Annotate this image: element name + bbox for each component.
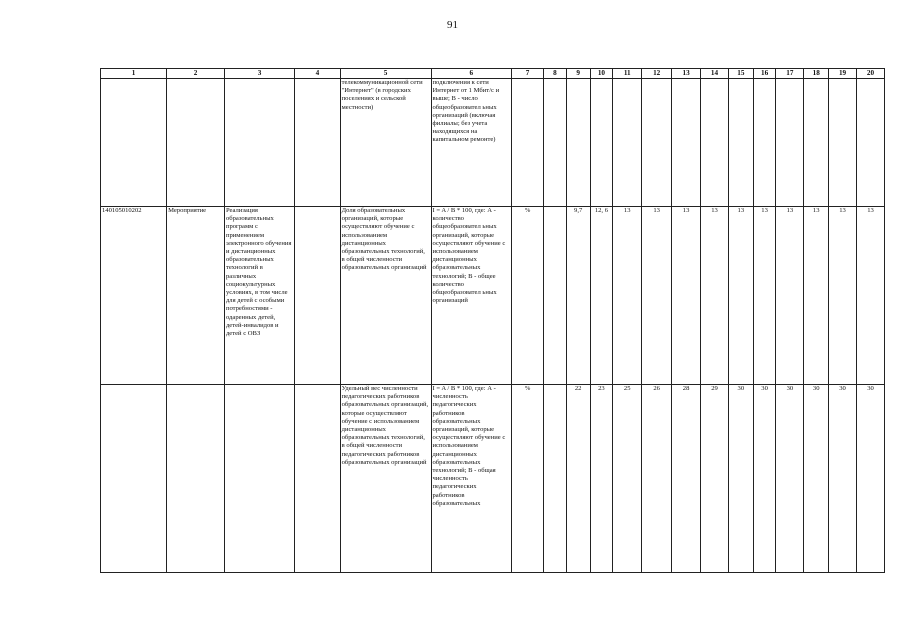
column-header: 11 [613, 69, 642, 79]
cell-unit [512, 79, 544, 207]
cell-formula: подключения к сети Интернет от 1 Мбит/с и выше; В - число общеобразовател ьных организаций (включая филиалы; без учета находящихся на капитальном ремонте) [431, 79, 512, 207]
cell-value [753, 79, 776, 207]
cell-value: 29 [701, 385, 729, 573]
cell-value [804, 79, 829, 207]
cell-value: 13 [753, 207, 776, 385]
cell-value [566, 79, 590, 207]
cell-type: Мероприятие [167, 207, 225, 385]
cell-value: 9,7 [566, 207, 590, 385]
column-header: 15 [728, 69, 753, 79]
column-header: 20 [856, 69, 884, 79]
cell-value [590, 79, 613, 207]
cell-indicator: Удельный вес численности педагогических работников образовательных организаций, которые осуществляют обучение с использованием дистанционных образовательных технологий, в общей численности педагогических работников образовательных организаций [340, 385, 431, 573]
cell-code [101, 79, 167, 207]
cell-value: 26 [642, 385, 672, 573]
column-header: 12 [642, 69, 672, 79]
cell-value: 13 [613, 207, 642, 385]
column-header: 5 [340, 69, 431, 79]
cell-value [701, 79, 729, 207]
cell-value [829, 79, 857, 207]
column-header: 19 [829, 69, 857, 79]
page-number: 91 [447, 19, 458, 31]
cell-value: 30 [829, 385, 857, 573]
cell-value [544, 385, 567, 573]
cell-code: 140105010202 [101, 207, 167, 385]
cell-type [167, 385, 225, 573]
cell-value [544, 207, 567, 385]
cell-formula: I = A / B * 100, где: А - численность педагогических работников образовательных организаций, которые осуществляют обучение с использованием дистанционных образовательных технологий; В - общая численность педагогических работников образовательных [431, 385, 512, 573]
cell-value: 30 [728, 385, 753, 573]
column-header: 1 [101, 69, 167, 79]
cell-value: 22 [566, 385, 590, 573]
cell-value: 30 [856, 385, 884, 573]
column-header: 8 [544, 69, 567, 79]
cell-value: 12, 6 [590, 207, 613, 385]
column-header: 13 [672, 69, 701, 79]
cell-value [544, 79, 567, 207]
cell-col4 [295, 207, 340, 385]
cell-value: 13 [672, 207, 701, 385]
column-header: 14 [701, 69, 729, 79]
cell-name [224, 385, 294, 573]
column-header: 4 [295, 69, 340, 79]
cell-col4 [295, 79, 340, 207]
column-header: 9 [566, 69, 590, 79]
cell-code [101, 385, 167, 573]
cell-value: 13 [728, 207, 753, 385]
table-row [101, 207, 885, 385]
cell-value: 13 [642, 207, 672, 385]
cell-value: 13 [776, 207, 804, 385]
column-header: 16 [753, 69, 776, 79]
cell-value: 25 [613, 385, 642, 573]
cell-unit: % [512, 385, 544, 573]
cell-value [856, 79, 884, 207]
column-header: 18 [804, 69, 829, 79]
cell-value [613, 79, 642, 207]
column-header: 2 [167, 69, 225, 79]
cell-type [167, 79, 225, 207]
cell-value: 13 [856, 207, 884, 385]
cell-value [776, 79, 804, 207]
cell-value: 23 [590, 385, 613, 573]
table-row [101, 385, 885, 573]
cell-value: 30 [804, 385, 829, 573]
cell-col4 [295, 385, 340, 573]
column-header: 6 [431, 69, 512, 79]
cell-value [728, 79, 753, 207]
cell-value: 13 [804, 207, 829, 385]
cell-value [642, 79, 672, 207]
cell-value: 30 [753, 385, 776, 573]
program-table [100, 68, 885, 573]
column-header: 17 [776, 69, 804, 79]
cell-value: 28 [672, 385, 701, 573]
header-row [101, 69, 885, 79]
cell-name: Реализация образовательных программ с применением электронного обучения и дистанционных образовательных технологий в различных социокультурных условиях, в том числе для детей с особыми потребностями - одаренных детей, детей-инвалидов и детей с ОВЗ [224, 207, 294, 385]
cell-indicator: Доля образовательных организаций, которые осуществляют обучение с использованием дистанционных образовательных технологий, в общей численности образовательных организаций [340, 207, 431, 385]
column-header: 3 [224, 69, 294, 79]
cell-value [672, 79, 701, 207]
cell-name [224, 79, 294, 207]
cell-value: 13 [829, 207, 857, 385]
cell-value: 30 [776, 385, 804, 573]
cell-indicator: телекоммуникационной сети "Интернет" (в городских поселениях и сельской местности) [340, 79, 431, 207]
cell-value: 13 [701, 207, 729, 385]
column-header: 7 [512, 69, 544, 79]
cell-formula: I = A / B * 100, где: А - количество общеобразовател ьных организаций, которые осуществляют обучение с использованием дистанционных образовательных технологий; В - общее количество общеобразовател ьных организаций [431, 207, 512, 385]
table-row [101, 79, 885, 207]
cell-unit: % [512, 207, 544, 385]
column-header: 10 [590, 69, 613, 79]
